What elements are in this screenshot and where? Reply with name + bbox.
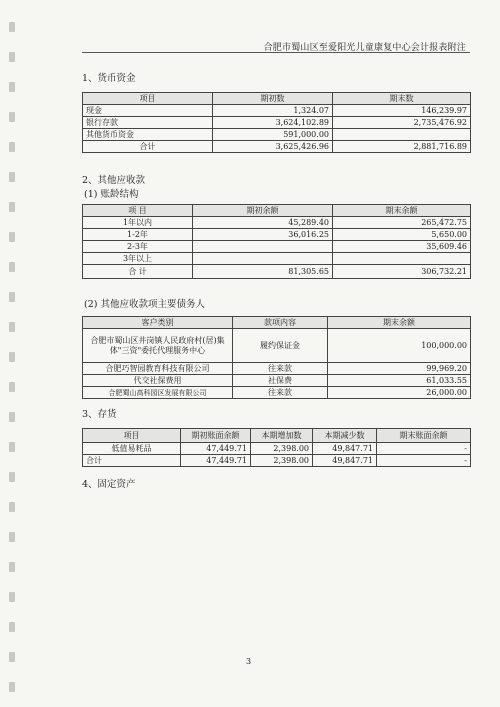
binding-hole <box>9 172 15 182</box>
cell-opening: 3,624,102.89 <box>213 117 333 129</box>
column-header: 本期增加数 <box>251 429 313 443</box>
cell-opening: 591,000.00 <box>213 129 333 141</box>
cell-opening: 47,449.71 <box>181 455 251 467</box>
cell-closing: 2,881,716.89 <box>333 141 471 153</box>
table-row <box>83 241 471 253</box>
cell-item: 合计 <box>83 141 213 153</box>
cell-opening: 45,289.40 <box>193 217 333 229</box>
binding-hole <box>9 352 15 362</box>
column-header: 期末数 <box>333 93 471 105</box>
table-header-row <box>83 429 471 443</box>
table-row <box>83 387 471 399</box>
cell-opening <box>193 253 333 265</box>
cell-age: 3年以上 <box>83 253 193 265</box>
cell-closing: - <box>377 443 471 455</box>
cell-content: 往来款 <box>233 363 328 375</box>
table-row <box>83 217 471 229</box>
section-title-cash: 1、货币资金 <box>82 73 136 84</box>
cell-age: 合 计 <box>83 265 193 279</box>
section-title-fixed-assets: 4、固定资产 <box>82 479 136 490</box>
table-row <box>83 129 471 141</box>
cell-decrease: 49,847.71 <box>313 443 377 455</box>
table-row <box>83 117 471 129</box>
table-header-row <box>83 205 471 217</box>
table-row <box>83 363 471 375</box>
binding-hole <box>9 502 15 512</box>
cell-increase: 2,398.00 <box>251 455 313 467</box>
cell-closing: 99,969.20 <box>328 363 471 375</box>
binding-hole <box>9 292 15 302</box>
section-title-receivables: 2、其他应收款 <box>82 175 146 186</box>
cell-content: 往来款 <box>233 387 328 399</box>
cell-closing: 2,735,476.92 <box>333 117 471 129</box>
table-row <box>83 375 471 387</box>
table-row <box>83 443 471 455</box>
cell-closing: 35,609.46 <box>333 241 471 253</box>
binding-hole <box>9 232 15 242</box>
cell-item: 合计 <box>83 455 181 467</box>
column-header: 期末余额 <box>333 205 471 217</box>
cell-closing <box>333 129 471 141</box>
cell-closing: 265,472.75 <box>333 217 471 229</box>
cell-item: 银行存款 <box>83 117 213 129</box>
table-row-total <box>83 141 471 153</box>
table-row <box>83 253 471 265</box>
cell-closing: 5,650.00 <box>333 229 471 241</box>
subsection-title-debtors: (2) 其他应收款项主要债务人 <box>84 299 205 310</box>
binding-hole <box>9 82 15 92</box>
binding-hole <box>9 322 15 332</box>
cell-opening: 81,305.65 <box>193 265 333 279</box>
binding-hole <box>9 142 15 152</box>
cell-opening <box>193 241 333 253</box>
inventory-table <box>82 428 471 467</box>
cell-opening: 36,016.25 <box>193 229 333 241</box>
cell-opening: 3,625,426.96 <box>213 141 333 153</box>
binding-hole <box>9 382 15 392</box>
table-header-row <box>83 317 471 329</box>
binding-hole <box>9 652 15 662</box>
column-header: 期末账面余额 <box>377 429 471 443</box>
page-number: 3 <box>246 657 252 666</box>
column-header: 项 目 <box>83 205 193 217</box>
cell-increase: 2,398.00 <box>251 443 313 455</box>
column-header: 项目 <box>83 93 213 105</box>
cell-item: 低值易耗品 <box>83 443 181 455</box>
binding-hole <box>9 472 15 482</box>
column-header: 款项内容 <box>233 317 328 329</box>
debtors-table <box>82 316 471 399</box>
cell-closing: - <box>377 455 471 467</box>
subsection-title-aging: (1) 账龄结构 <box>84 189 139 200</box>
column-header: 期初余额 <box>193 205 333 217</box>
column-header: 客户类别 <box>83 317 233 329</box>
binding-hole <box>9 202 15 212</box>
table-row <box>83 329 471 363</box>
column-header: 期末余额 <box>328 317 471 329</box>
cell-opening: 47,449.71 <box>181 443 251 455</box>
page-header: 合肥市蜀山区至爱阳光儿童康复中心会计报表附注 <box>263 43 466 53</box>
cell-content: 社保费 <box>233 375 328 387</box>
binding-hole <box>9 562 15 572</box>
section-title-inventory: 3、存货 <box>82 409 117 420</box>
column-header: 项目 <box>83 429 181 443</box>
binding-hole <box>9 412 15 422</box>
cell-debtor: 代交社保费用 <box>83 375 233 387</box>
cell-closing: 146,239.97 <box>333 105 471 117</box>
binding-hole <box>9 682 15 692</box>
cell-item: 其他货币资金 <box>83 129 213 141</box>
cell-age: 2-3年 <box>83 241 193 253</box>
binding-hole <box>9 622 15 632</box>
cell-debtor: 合肥蜀山高科园区发展有限公司 <box>83 387 233 399</box>
cell-debtor: 合肥市蜀山区井岗镇人民政府村(居)集体"三资"委托代理服务中心 <box>83 329 233 363</box>
cell-closing: 26,000.00 <box>328 387 471 399</box>
binding-hole <box>9 112 15 122</box>
table-row <box>83 105 471 117</box>
cell-closing: 100,000.00 <box>328 329 471 363</box>
cell-age: 1-2年 <box>83 229 193 241</box>
aging-table <box>82 204 471 279</box>
table-header-row <box>83 93 471 105</box>
binding-hole <box>9 22 15 32</box>
table-row-total <box>83 265 471 279</box>
binding-hole <box>9 52 15 62</box>
cell-debtor: 合肥巧智园教育科技有限公司 <box>83 363 233 375</box>
cell-closing: 61,033.55 <box>328 375 471 387</box>
column-header: 本期减少数 <box>313 429 377 443</box>
cell-age: 1年以内 <box>83 217 193 229</box>
column-header: 期初数 <box>213 93 333 105</box>
cell-item: 现金 <box>83 105 213 117</box>
binding-hole <box>9 592 15 602</box>
binding-hole <box>9 442 15 452</box>
binding-hole <box>9 262 15 272</box>
cell-closing <box>333 253 471 265</box>
table-row-total <box>83 455 471 467</box>
header-rule <box>82 52 470 53</box>
binding-strip <box>0 0 24 707</box>
cash-table <box>82 92 471 153</box>
cell-closing: 306,732.21 <box>333 265 471 279</box>
cell-decrease: 49,847.71 <box>313 455 377 467</box>
column-header: 期初账面余额 <box>181 429 251 443</box>
table-row <box>83 229 471 241</box>
cell-content: 履约保证金 <box>233 329 328 363</box>
cell-opening: 1,324.07 <box>213 105 333 117</box>
binding-hole <box>9 532 15 542</box>
